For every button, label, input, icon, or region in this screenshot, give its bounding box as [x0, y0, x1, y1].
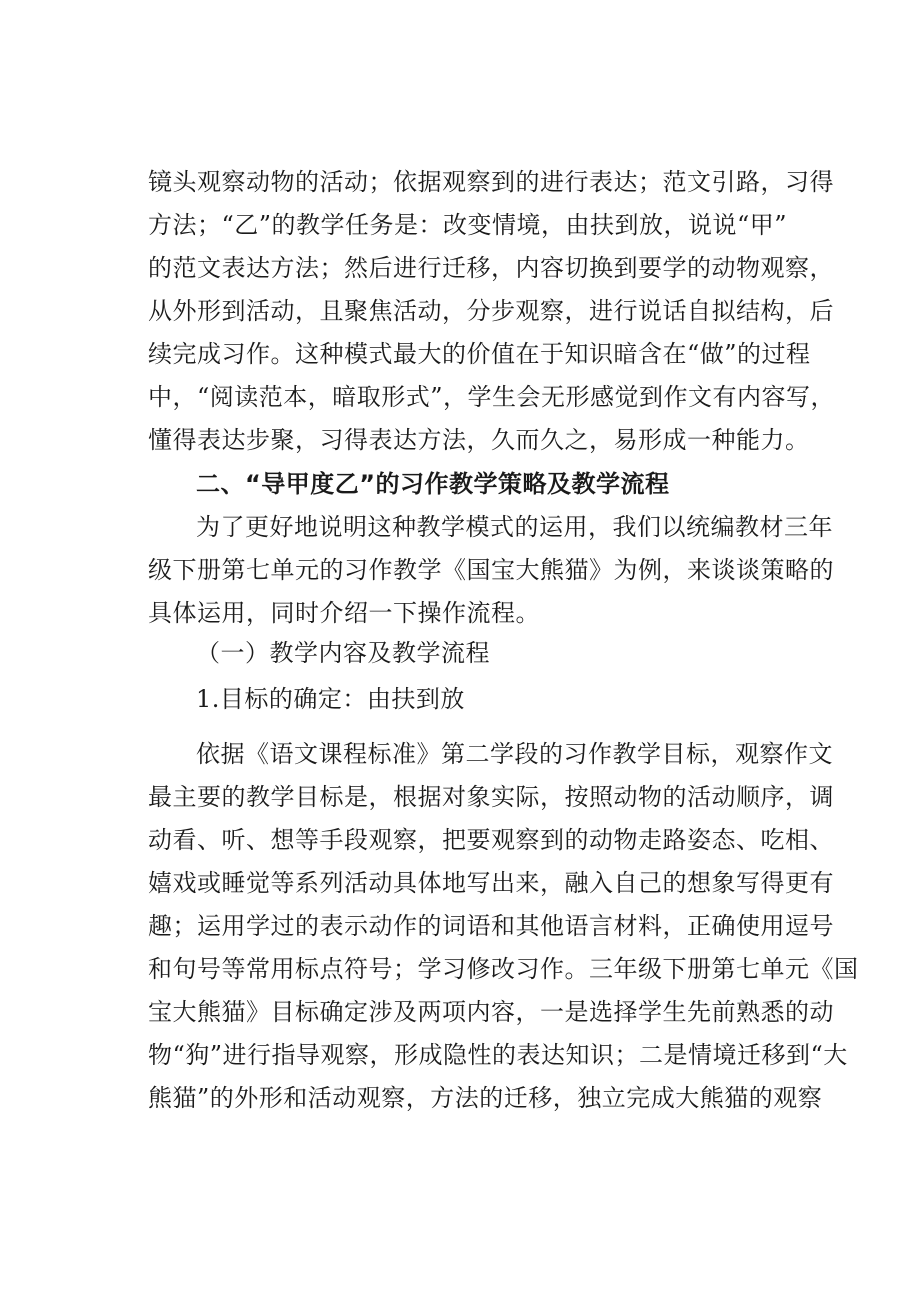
para3-line: 趣；运用学过的表示动作的词语和其他语言材料，正确使用逗号: [148, 912, 834, 940]
para3-line: 和句号等常用标点符号；学习修改习作。三年级下册第七单元《国: [148, 955, 859, 983]
para1-line: 续完成习作。这种模式最大的价值在于知识暗含在“做”的过程: [148, 340, 811, 368]
section-heading: 二、“导甲度乙”的习作教学策略及教学流程: [196, 470, 670, 498]
para3-line: 依据《语文课程标准》第二学段的习作教学目标，观察作文: [196, 740, 833, 768]
para3-line: 熊猫”的外形和活动观察，方法的迁移，独立完成大熊猫的观察: [148, 1084, 823, 1112]
para3-line: 最主要的教学目标是，根据对象实际，按照动物的活动顺序，调: [148, 783, 834, 811]
para1-line: 的范文表达方法；然后进行迁移，内容切换到要学的动物观察，: [148, 254, 834, 282]
para1-line: 从外形到活动，且聚焦活动，分步观察，进行说话自拟结构，后: [148, 297, 834, 325]
para3-line: 嬉戏或睡觉等系列活动具体地写出来，融入自己的想象写得更有: [148, 869, 834, 897]
para3-line: 物“狗”进行指导观察，形成隐性的表达知识；二是情境迁移到“大: [148, 1041, 848, 1069]
para1-line: 中，“阅读范本，暗取形式”，学生会无形感觉到作文有内容写，: [148, 383, 836, 411]
subheading-2: 1.目标的确定：由扶到放: [196, 685, 465, 713]
para2-line: 具体运用，同时介绍一下操作流程。: [148, 599, 540, 627]
para2-line: 为了更好地说明这种教学模式的运用，我们以统编教材三年: [196, 513, 833, 541]
para3-line: 宝大熊猫》目标确定涉及两项内容，一是选择学生先前熟悉的动: [148, 998, 834, 1026]
para1-line: 镜头观察动物的活动；依据观察到的进行表达；范文引路，习得: [148, 168, 834, 196]
para1-line: 方法；“乙”的教学任务是：改变情境，由扶到放，说说“甲”: [148, 211, 788, 239]
subheading-1: （一）教学内容及教学流程: [196, 639, 490, 667]
para3-line: 动看、听、想等手段观察，把要观察到的动物走路姿态、吃相、: [148, 826, 834, 854]
para2-line: 级下册第七单元的习作教学《国宝大熊猫》为例，来谈谈策略的: [148, 556, 834, 584]
para1-line: 懂得表达步聚，习得表达方法，久而久之，易形成一种能力。: [148, 426, 810, 454]
